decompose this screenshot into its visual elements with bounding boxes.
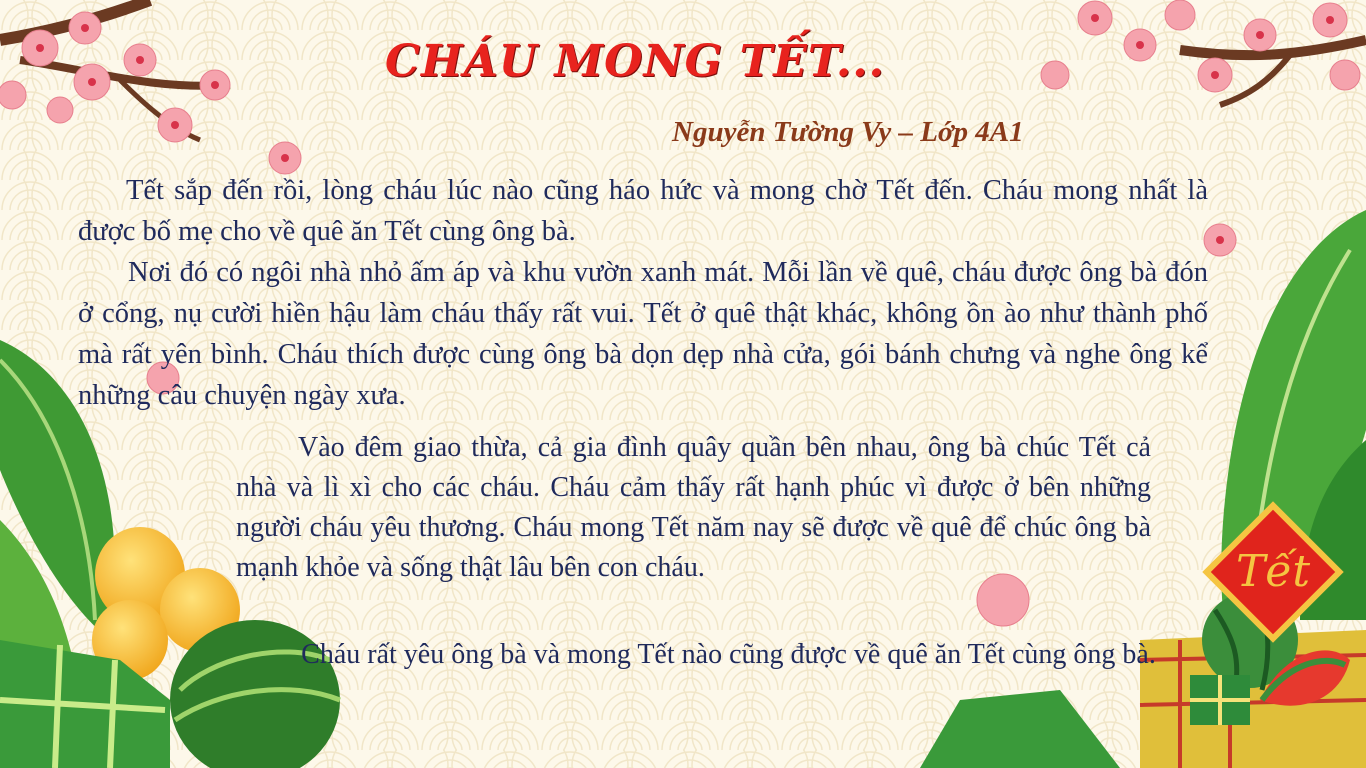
paragraph-4: Cháu rất yêu ông bà và mong Tết nào cũng được về quê ăn Tết cùng ông bà. [301, 639, 1156, 670]
page-title: CHÁU MONG TẾT... [385, 36, 885, 87]
author-byline: Nguyễn Tường Vy – Lớp 4A1 [672, 116, 1024, 148]
paragraph-1: Tết sắp đến rồi, lòng cháu lúc nào cũng háo hức và mong chờ Tết đến. Cháu mong nhất là được bố mẹ cho về quê ăn Tết cùng ông bà. [78, 175, 1208, 247]
tet-sign-text: Tết [1235, 546, 1311, 597]
paragraph-3: Vào đêm giao thừa, cả gia đình quây quần bên nhau, ông bà chúc Tết cả nhà và lì xì cho các cháu. Cháu cảm thấy rất hạnh phúc vì được ở bên những người cháu yêu thương. Cháu mong Tết năm nay sẽ được về quê để chúc ông bà mạnh khỏe và sống thật lâu bên con cháu. [236, 432, 1151, 583]
paragraph-2: Nơi đó có ngôi nhà nhỏ ấm áp và khu vườn xanh mát. Mỗi lần về quê, cháu được ông bà đón ở cổng, nụ cười hiền hậu làm cháu thấy rất vui. Tết ở quê thật khác, không ồn ào như thành phố mà rất yên bình. Cháu thích được cùng ông bà dọn dẹp nhà cửa, gói bánh chưng và nghe ông kể những câu chuyện ngày xưa. [78, 257, 1208, 411]
tet-sign [1197, 496, 1349, 648]
